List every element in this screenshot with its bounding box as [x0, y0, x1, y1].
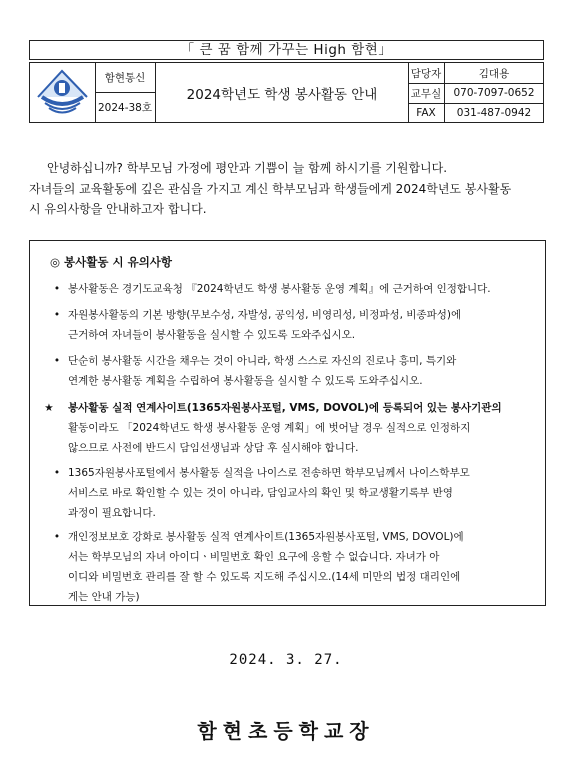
doc-number: 2024-38호	[97, 102, 152, 114]
school-head-signature: 함현초등학교장	[197, 719, 375, 743]
document-title: 2024학년도 학생 봉사활동 안내	[186, 86, 378, 103]
fax-number: 031-487-0942	[456, 106, 532, 119]
office-label: 교무실	[410, 87, 442, 100]
letter-header	[29, 62, 544, 123]
notice-line: 단순히 봉사활동 시간을 채우는 것이 아니라, 학생 스스로 자신의 진로나 흥미, 특기와	[68, 355, 457, 367]
notice-line: 이디와 비밀번호 관리를 잘 할 수 있도록 지도해 주십시오.(14세 미만의 법정 대리인에	[68, 571, 461, 583]
issue-date: 2024. 3. 27.	[229, 652, 343, 668]
slogan-banner: 「 큰 꿈 함께 가꾸는 High 함현」	[29, 40, 544, 60]
notice-box	[29, 240, 546, 606]
contact-label: 담당자	[410, 67, 442, 80]
notice-item	[48, 305, 538, 345]
greeting-line: 자녀들의 교육활동에 깊은 관심을 가지고 계신 학부모님과 학생들에게 2024학년도 봉사활동	[29, 181, 512, 196]
notice-line: 봉사활동은 경기도교육청 『2024학년도 학생 봉사활동 운영 계획』에 근거하여 인정합니다.	[68, 283, 491, 295]
bullet-icon: •	[53, 283, 61, 295]
greeting-paragraph	[29, 158, 544, 220]
contact-name: 김대용	[478, 67, 510, 80]
star-icon: ★	[44, 402, 54, 414]
notice-item	[48, 463, 538, 523]
notice-line: 1365자원봉사포털에서 봉사활동 실적을 나이스로 전송하면 학부모님께서 나이스학부모	[68, 467, 470, 479]
greeting-line: 안녕하십니까? 학부모님 가정에 평안과 기쁨이 늘 함께 하시기를 기원합니다.	[47, 161, 448, 175]
notice-item-starred	[44, 398, 538, 458]
notice-title: ◎ 봉사활동 시 유의사항	[50, 255, 173, 269]
office-phone: 070-7097-0652	[453, 87, 535, 99]
notice-line: 자원봉사활동의 기본 방향(무보수성, 자발성, 공익성, 비영리성, 비정파성, 비종파성)에	[68, 309, 462, 321]
notice-line: 서비스로 바로 확인할 수 있는 것이 아니라, 담임교사의 확인 및 학교생활기록부 반영	[68, 487, 453, 499]
notice-line: 봉사활동 실적 연계사이트(1365자원봉사포털, VMS, DOVOL)에 등록되어 있는 봉사기관의	[68, 402, 502, 414]
fax-label: FAX	[416, 106, 436, 119]
greeting-line: 시 유의사항을 안내하고자 합니다.	[29, 202, 207, 216]
notice-line: 개인정보보호 강화로 봉사활동 실적 연계사이트(1365자원봉사포털, VMS, DOVOL)에	[68, 531, 464, 543]
notice-line: 서는 학부모님의 자녀 아이디ㆍ비밀번호 확인 요구에 응할 수 없습니다. 자녀가 아	[68, 551, 440, 563]
notice-line: 게는 안내 가능)	[68, 591, 140, 603]
notice-line: 근거하여 자녀들이 봉사활동을 실시할 수 있도록 도와주십시오.	[68, 329, 356, 341]
notice-item	[48, 279, 538, 299]
doc-type: 함현통신	[104, 72, 146, 84]
notice-line: 활동이라도 「2024학년도 학생 봉사활동 운영 계획」에 벗어날 경우 실적으로 인정하지	[68, 422, 471, 434]
bullet-icon: •	[53, 355, 61, 367]
bullet-icon: •	[53, 467, 61, 479]
notice-item	[48, 351, 538, 391]
notice-item	[48, 527, 538, 607]
notice-line: 과정이 필요합니다.	[68, 507, 156, 519]
bullet-icon: •	[53, 309, 61, 321]
notice-line: 않으므로 사전에 반드시 담임선생님과 상담 후 실시해야 합니다.	[68, 442, 359, 454]
notice-line: 연계한 봉사활동 계획을 수립하여 봉사활동을 실시할 수 있도록 도와주십시오.	[68, 375, 423, 387]
bullet-icon: •	[53, 531, 61, 543]
school-emblem-icon	[30, 63, 95, 122]
